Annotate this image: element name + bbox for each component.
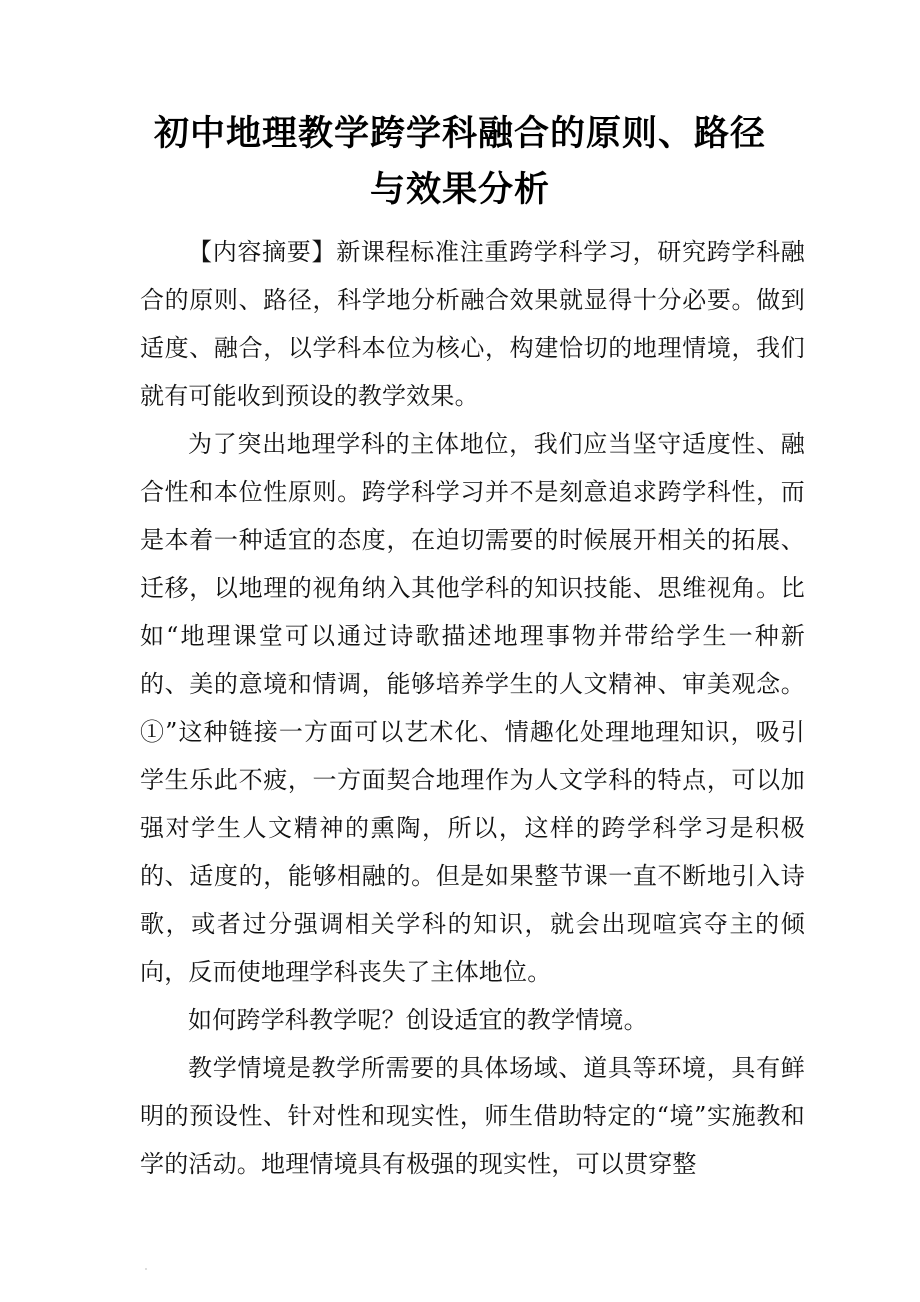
title-line-1: 初中地理教学跨学科融合的原则、路径	[153, 113, 766, 154]
title-line-2: 与效果分析	[369, 169, 550, 210]
paragraph-teaching-context: 教学情境是教学所需要的具体场域、道具等环境，具有鲜明的预设性、针对性和现实性，师生借助特定的“境”实施教和学的活动。地理情境具有极强的现实性，可以贯穿整	[140, 1054, 805, 1178]
scan-speck	[145, 1268, 147, 1270]
paragraph-abstract: 【内容摘要】新课程标准注重跨学科学习，研究跨学科融合的原则、路径，科学地分析融合效果就显得十分必要。做到适度、融合，以学科本位为核心，构建恰切的地理情境，我们就有可能收到预设的教学效果。	[140, 238, 805, 410]
paragraph-question: 如何跨学科教学呢？创设适宜的教学情境。	[188, 1006, 648, 1034]
document-title	[100, 106, 820, 218]
paragraph-principles: 为了突出地理学科的主体地位，我们应当坚守适度性、融合性和本位性原则。跨学科学习并不是刻意追求跨学科性，而是本着一种适宜的态度，在迫切需要的时候展开相关的拓展、迁移，以地理的视角纳入其他学科的知识技能、思维视角。比如“地理课堂可以通过诗歌描述地理事物并带给学生一种新的、美的意境和情调，能够培养学生的人文精神、审美观念。①”这种链接一方面可以艺术化、情趣化处理地理知识，吸引学生乐此不疲，一方面契合地理作为人文学科的特点，可以加强对学生人文精神的熏陶，所以，这样的跨学科学习是积极的、适度的，能够相融的。但是如果整节课一直不断地引入诗歌，或者过分强调相关学科的知识，就会出现喧宾夺主的倾向，反而使地理学科丧失了主体地位。	[140, 430, 805, 986]
document-body	[140, 228, 805, 1188]
